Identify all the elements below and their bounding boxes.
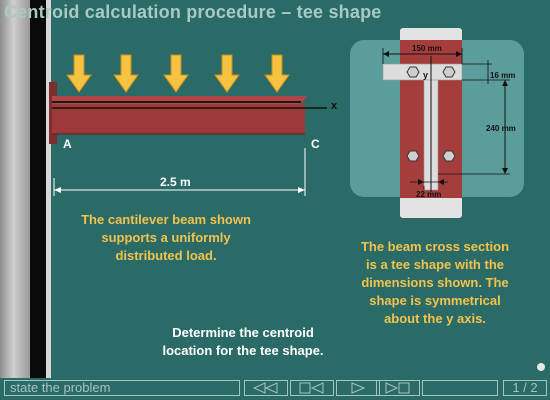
task-statement: Determine the centroid location for the tee shape. <box>162 325 324 358</box>
x-axis-label: x <box>331 100 338 112</box>
bolt-icon <box>407 151 419 161</box>
beam-label-c: C <box>311 137 320 151</box>
web-width-label: 22 mm <box>416 190 442 199</box>
cross-section-description: The beam cross section is a tee shape with the dimensions shown. The shape is symmetrical about the y axis. <box>360 239 510 326</box>
play-icon <box>348 382 368 394</box>
step-back-icon <box>297 382 327 394</box>
flange-width-label: 150 mm <box>412 44 442 53</box>
last-page-button[interactable] <box>376 380 420 396</box>
first-page-button[interactable] <box>244 380 288 396</box>
beam-length-label: 2.5 m <box>160 175 191 189</box>
page-counter: 1 / 2 <box>503 380 547 396</box>
slide-title: Centroid calculation procedure – tee shape <box>4 2 382 22</box>
y-axis-label: y <box>423 70 429 80</box>
rewind-icon <box>251 382 281 394</box>
blank-field <box>422 380 498 396</box>
height-label: 240 mm <box>486 124 516 133</box>
beam-description: The cantilever beam shown supports a uniformly distributed load. <box>81 212 251 263</box>
play-button[interactable] <box>336 380 380 396</box>
beam-label-a: A <box>63 137 72 151</box>
step-forward-icon <box>383 382 413 394</box>
flange-thickness-label: 16 mm <box>490 71 516 80</box>
bolt-icon <box>443 67 455 77</box>
indicator-dot <box>537 363 545 371</box>
bolt-icon <box>443 151 455 161</box>
status-field: state the problem <box>4 380 240 396</box>
bolt-icon <box>407 67 419 77</box>
previous-page-button[interactable] <box>290 380 334 396</box>
